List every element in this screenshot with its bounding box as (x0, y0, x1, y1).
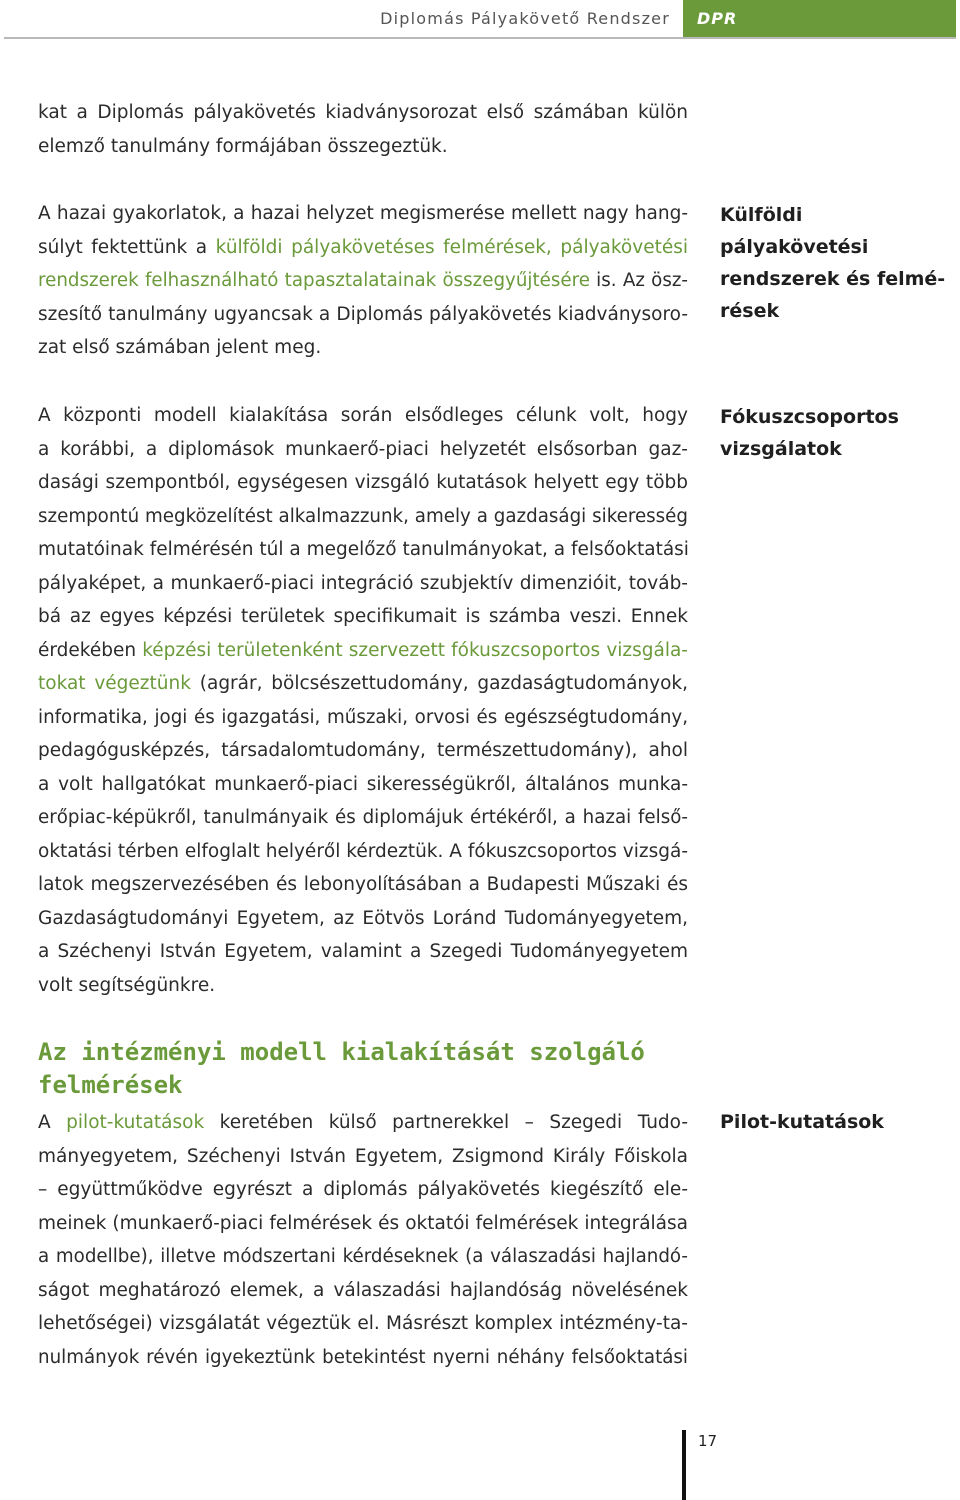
header-tag-label: DPR (697, 9, 738, 28)
text-line (38, 264, 688, 298)
section-title-line: felmérések (38, 1071, 183, 1099)
side-heading-line: Fókuszcsoportos (720, 406, 899, 428)
side-heading-line: rendszerek és felmé- (720, 268, 946, 290)
section-title (38, 1036, 678, 1102)
text-segment: A (38, 1112, 67, 1133)
text-line: – együttműködve egyrészt a diplomás pályakövetés kiegészítő ele- (38, 1179, 688, 1200)
text-line: bá az egyes képzési területek specifikumait is számba veszi. Ennek (38, 606, 688, 627)
text-line: mányegyetem, Széchenyi István Egyetem, Zsigmond Király Főiskola (38, 1145, 688, 1167)
side-heading-focus-groups (720, 401, 956, 465)
text-line: meinek (munkaerő-piaci felmérések és oktatói felmérések integrálása (38, 1212, 688, 1234)
text-line: oktatási térben elfoglalt helyéről kérdeztük. A fókuszcsoportos vizsgá- (38, 840, 688, 862)
text-line: a korábbi, a diplomások munkaerő-piaci helyzetét elsősorban gaz- (38, 438, 688, 460)
side-heading-line: vizsgálatok (720, 438, 842, 460)
text-line: pályaképet, a munkaerő-piaci integráció szubjektív dimenzióit, továb- (38, 572, 688, 594)
text-line: informatika, jogi és igazgatási, műszaki, orvosi és egészségtudomány, (38, 706, 688, 728)
highlight-text: pilot-kutatások (66, 1112, 205, 1133)
text-line: kat a Diplomás pályakövetés kiadványsorozat első számában külön (38, 102, 688, 123)
text-line (38, 667, 688, 701)
highlight-text: tokat végeztünk (38, 673, 191, 694)
text-line: ságot meghatározó elemek, a válaszadási hajlandóság növelésének (38, 1279, 688, 1301)
text-segment: érdekében (38, 639, 143, 661)
side-heading-pilot: Pilot-kutatások (720, 1111, 884, 1133)
text-line: pedagógusképzés, társadalomtudomány, természettudomány), ahol (38, 740, 688, 761)
text-line: latok megszervezésében és lebonyolításában a Budapesti Műszaki és (38, 874, 688, 895)
text-segment: (agrár, bölcsészettudomány, gazdaságtudományok, (190, 673, 689, 694)
text-line: volt segítségünkre. (38, 974, 216, 996)
page-number-bar (682, 1430, 686, 1500)
side-heading-line: Külföldi pályakövetési (720, 204, 869, 258)
text-line: szesítő tanulmány ugyancsak a Diplomás pályakövetés kiadványsoro- (38, 303, 688, 325)
text-line: Gazdaságtudományi Egyetem, az Eötvös Loránd Tudományegyetem, (38, 907, 688, 929)
highlight-text: külföldi pályakövetéses felmérések, pályakövetési (215, 236, 688, 258)
paragraph-intro-continuation (38, 96, 688, 163)
text-segment: keretében külső partnerekkel – Szegedi Tudo- (204, 1112, 688, 1133)
text-line: nulmányok révén igyekeztünk betekintést nyerni néhány felsőoktatási (38, 1346, 688, 1368)
header-divider (4, 37, 956, 39)
paragraph-foreign-systems (38, 197, 688, 365)
text-line: A központi modell kialakítása során elsődleges célunk volt, hogy (38, 405, 688, 426)
text-line: A hazai gyakorlatok, a hazai helyzet megismerése mellett nagy hang- (38, 203, 688, 224)
page-number: 17 (698, 1432, 718, 1450)
highlight-text: képzési területenként szervezett fókuszcsoportos vizsgála- (142, 639, 688, 661)
section-title-line: Az intézményi modell kialakítását szolgáló (38, 1038, 645, 1066)
text-line: zat első számában jelent meg. (38, 337, 322, 358)
text-line: a Széchenyi István Egyetem, valamint a Szegedi Tudományegyetem (38, 941, 688, 962)
text-line (38, 634, 688, 668)
text-line: dasági szempontból, egységesen vizsgáló kutatások helyett egy több (38, 472, 688, 493)
text-line: mutatóinak felmérésén túl a megelőző tanulmányokat, a felsőoktatási (38, 539, 689, 560)
highlight-text: rendszerek felhasználható tapasztalatainak összegyűjtésére (38, 270, 590, 291)
text-line: elemző tanulmány formájában összegeztük. (38, 135, 448, 157)
header-tag (683, 0, 956, 37)
text-line: a modellbe), illetve módszertani kérdéseknek (a válaszadási hajlandó- (38, 1246, 688, 1267)
text-line: a volt hallgatókat munkaerő-piaci sikerességükről, általános munka- (38, 773, 688, 795)
side-heading-foreign-systems (720, 199, 956, 327)
text-line: erőpiac-képükről, tanulmányaik és diplomájuk értékéről, a hazai felső- (38, 807, 688, 828)
text-segment: súlyt fektettünk a (38, 236, 216, 258)
paragraph-central-model (38, 399, 688, 1002)
header-title: Diplomás Pályakövető Rendszer (380, 9, 670, 28)
text-segment: is. Az ösz- (589, 270, 688, 291)
paragraph-pilot-research (38, 1106, 688, 1374)
text-line: szempontú megközelítést alkalmazzunk, amely a gazdasági sikeresség (38, 505, 688, 527)
text-line: lehetőségei) vizsgálatát végeztük el. Másrészt komplex intézmény-ta- (38, 1313, 688, 1334)
side-heading-line: rések (720, 300, 780, 322)
text-line (38, 231, 688, 265)
text-line (38, 1106, 688, 1140)
